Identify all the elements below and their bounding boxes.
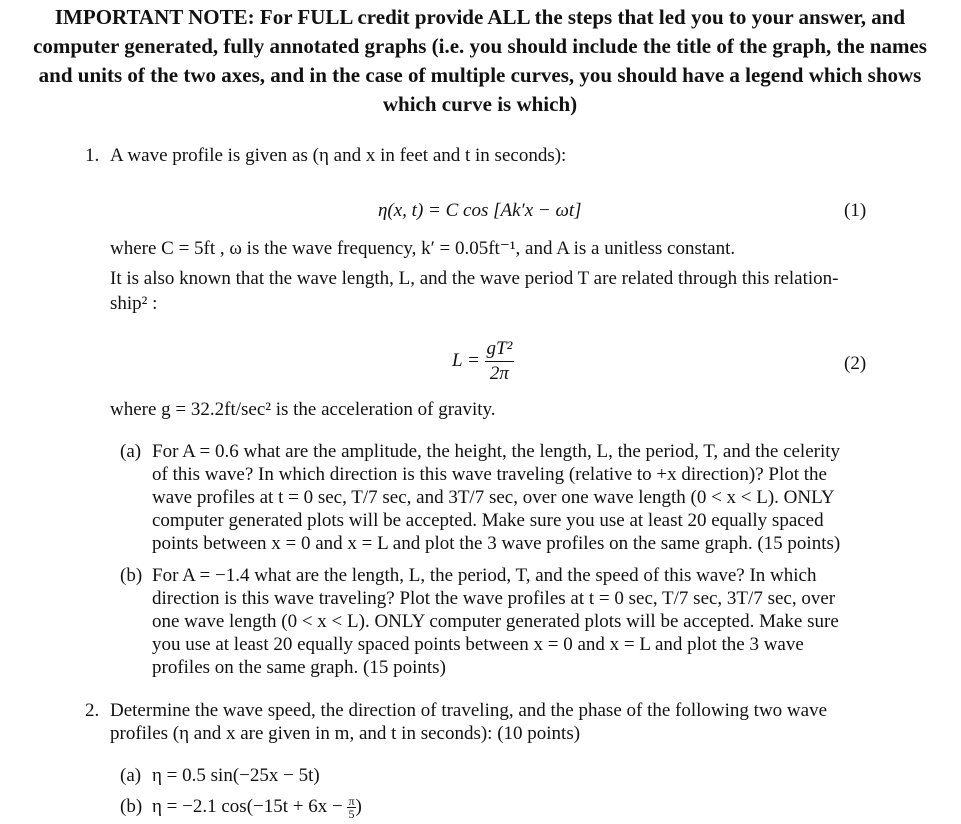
q1-relation-line-1: It is also known that the wave length, L, and the wave period T are related through this relation- — [110, 268, 839, 289]
q1b-line: profiles on the same graph. (15 points) — [152, 657, 446, 678]
q1-intro: A wave profile is given as (η and x in feet and t in seconds): — [110, 145, 567, 166]
q1b-label: (b) — [120, 565, 143, 586]
equation-1: η(x, t) = C cos [Ak′x − ωt] — [378, 200, 582, 221]
q2b-equation — [152, 795, 362, 820]
q2b-label: (b) — [120, 796, 143, 817]
important-note: IMPORTANT NOTE: For FULL credit provide ALL the steps that led you to your answer, and computer generated, fully annotated graphs (i.e. you should include the title of the graph, the names and units of the two axes, and in the case of multiple curves, you should have a legend which shows which curve is which) — [33, 5, 927, 116]
q2b-fraction — [347, 795, 355, 820]
q1a-line: of this wave? In which direction is this wave traveling (relative to +x direction)? Plot the — [152, 464, 827, 485]
equation-2-lhs: L = — [452, 350, 480, 371]
equation-2-number: (2) — [844, 353, 867, 374]
equation-2-denominator: 2π — [489, 363, 509, 385]
q1b-line: direction is this wave traveling? Plot the wave profiles at t = 0 sec, T/7 sec, 3T/7 sec, over — [152, 588, 836, 609]
q2-number: 2. — [85, 700, 100, 721]
q2a-label: (a) — [120, 765, 142, 786]
q2b-equation-start: η = −2.1 cos(−15t + 6x − — [152, 796, 348, 817]
q2b-fraction-numerator: π — [348, 794, 355, 809]
q1a-line: computer generated plots will be accepted. Make sure you use at least 20 equally spaced — [152, 510, 824, 531]
q2-line-2: profiles (η and x are given in m, and t in seconds): (10 points) — [110, 723, 581, 744]
q2-line-1: Determine the wave speed, the direction of traveling, and the phase of the following two wave — [110, 700, 828, 721]
q2a-equation: η = 0.5 sin(−25x − 5t) — [152, 765, 320, 786]
equation-2-fraction — [485, 338, 515, 385]
q1a-label: (a) — [120, 441, 142, 462]
q2b-fraction-denominator: 5 — [348, 807, 355, 822]
q1-relation-line-2: ship² : — [110, 293, 158, 314]
q1a-line: points between x = 0 and x = L and plot the 3 wave profiles on the same graph. (15 points) — [152, 533, 841, 554]
equation-2-numerator: gT² — [485, 338, 515, 362]
q1-where-gravity: where g = 32.2ft/sec² is the acceleration of gravity. — [110, 399, 496, 420]
q1b-line: one wave length (0 < x < L). ONLY computer generated plots will be accepted. Make sure — [152, 611, 839, 632]
q1-number: 1. — [85, 145, 100, 166]
equation-1-number: (1) — [844, 200, 867, 221]
q1a-line: For A = 0.6 what are the amplitude, the height, the length, L, the period, T, and the celerity — [152, 441, 841, 462]
q1-where-constants: where C = 5ft , ω is the wave frequency, k′ = 0.05ft⁻¹, and A is a unitless constant. — [110, 238, 736, 259]
q1b-line: you use at least 20 equally spaced points between x = 0 and x = L and plot the 3 wave — [152, 634, 804, 655]
q1a-line: wave profiles at t = 0 sec, T/7 sec, and 3T/7 sec, over one wave length (0 < x < L). ONLY — [152, 487, 835, 508]
q2b-equation-end: ) — [355, 796, 362, 817]
q1b-line: For A = −1.4 what are the length, L, the period, T, and the speed of this wave? In which — [152, 565, 817, 586]
equation-2 — [452, 337, 514, 385]
